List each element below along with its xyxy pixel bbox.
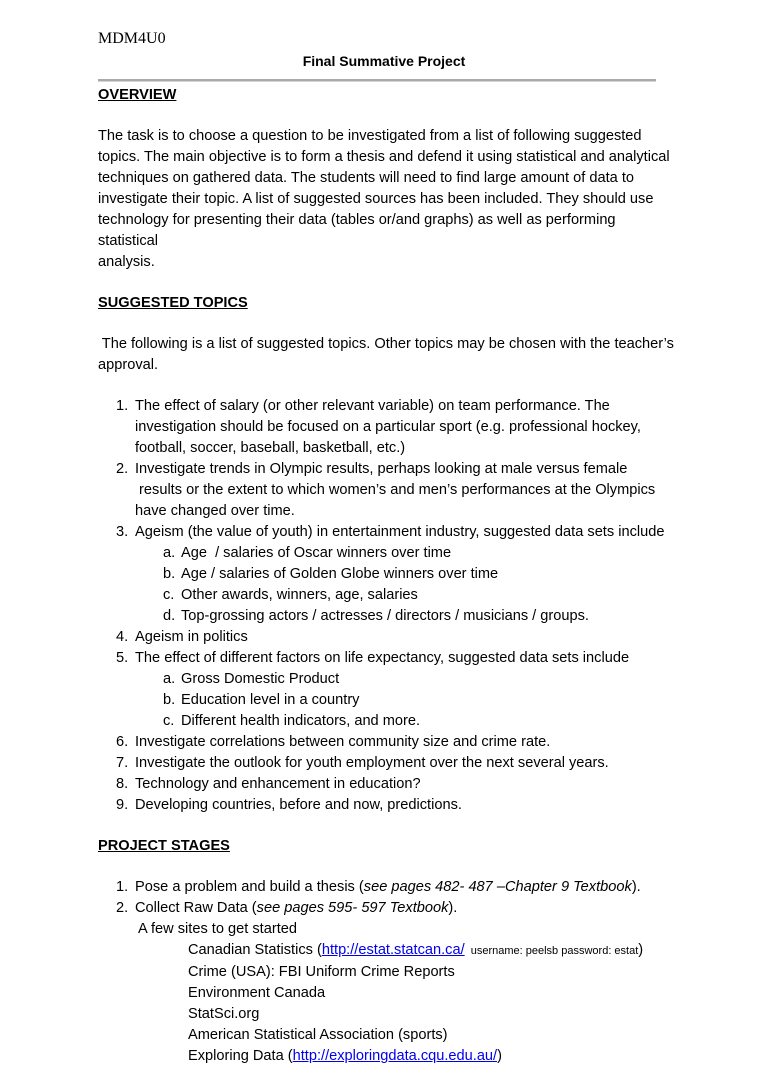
list-item: 9. Developing countries, before and now, predictions. <box>116 797 462 813</box>
course-code: MDM4U0 <box>98 30 166 47</box>
list-item: 6. Investigate correlations between community size and crime rate. <box>116 734 551 750</box>
topics-list <box>98 396 670 816</box>
overview-line: technology for presenting their data (tables or/and graphs) as well as performing statistical <box>98 212 616 249</box>
sub-list-item: b. Education level in a country <box>163 692 360 708</box>
textbook-reference: see pages 595- 597 Textbook <box>256 900 449 916</box>
textbook-reference: see pages 482- 487 –Chapter 9 Textbook <box>363 879 632 895</box>
overview-line: topics. The main objective is to form a thesis and defend it using statistical and analytical <box>98 149 670 165</box>
exploring-data-link[interactable]: http://exploringdata.cqu.edu.au/ <box>292 1048 498 1064</box>
sites-list <box>98 940 670 1067</box>
sub-list-item: b. Age / salaries of Golden Globe winners over time <box>163 566 499 582</box>
overview-paragraph <box>98 126 670 273</box>
stage-item: 1. Pose a problem and build a thesis (see pages 482- 487 –Chapter 9 Textbook). <box>116 879 641 895</box>
suggested-topics-intro <box>98 334 674 376</box>
overview-line: techniques on gathered data. The students will need to find large amount of data to <box>98 170 635 186</box>
list-item: 7. Investigate the outlook for youth employment over the next several years. <box>116 755 609 771</box>
overview-line: The task is to choose a question to be investigated from a list of following suggested <box>98 128 642 144</box>
sub-list-item: c. Other awards, winners, age, salaries <box>163 587 418 603</box>
site-exploring-data: Exploring Data (http://exploringdata.cqu.edu.au/) <box>188 1048 502 1064</box>
list-item: 8. Technology and enhancement in education? <box>116 776 421 792</box>
intro-line: The following is a list of suggested topics. Other topics may be chosen with the teacher’s <box>98 336 674 352</box>
sites-intro: A few sites to get started <box>138 921 297 937</box>
document-title: Final Summative Project <box>302 53 466 69</box>
list-item: 3. Ageism (the value of youth) in entertainment industry, suggested data sets include a. Age / salaries of Oscar winners over time b. Age / salaries of Golden Globe winners over time c. Other awards, winners, age, salaries d. Top-grossing actors / actresses / directors / musicians / groups. <box>98 522 670 627</box>
canstat-credentials: username: peelsb password: estat <box>464 945 639 957</box>
list-item: 1. The effect of salary (or other relevant variable) on team performance. The investigation should be focused on a particular sport (e.g. professional hockey, football, soccer, baseball, basketball, etc.) <box>116 398 641 456</box>
canstat-link[interactable]: http://estat.statcan.ca/ <box>321 942 465 958</box>
list-item: 2. Investigate trends in Olympic results, perhaps looking at male versus female results or the extent to which women’s and men’s performances at the Olympics have changed over time. <box>116 461 656 519</box>
suggested-topics-heading: SUGGESTED TOPICS <box>98 295 248 311</box>
header-rule <box>98 79 656 82</box>
project-stages-heading: PROJECT STAGES <box>98 838 230 854</box>
sub-list-item: a. Gross Domestic Product <box>163 671 340 687</box>
sub-list-item: d. Top-grossing actors / actresses / directors / musicians / groups. <box>163 608 589 624</box>
sub-list-item: c. Different health indicators, and more. <box>163 713 421 729</box>
list-item: 5. The effect of different factors on life expectancy, suggested data sets include a. Gross Domestic Product b. Education level in a country c. Different health indicators, and more. <box>98 648 670 732</box>
sub-list-item: a. Age / salaries of Oscar winners over time <box>163 545 452 561</box>
intro-line: approval. <box>98 357 159 373</box>
overview-line: analysis. <box>98 254 155 270</box>
site-crime: Crime (USA): FBI Uniform Crime Reports <box>188 964 455 980</box>
site-environment-canada: Environment Canada <box>188 985 326 1001</box>
overview-heading: OVERVIEW <box>98 87 177 103</box>
list-item: 4. Ageism in politics <box>116 629 248 645</box>
site-statsci: StatSci.org <box>188 1006 260 1022</box>
site-asa: American Statistical Association (sports) <box>188 1027 448 1043</box>
document-body <box>98 85 674 1067</box>
overview-line: investigate their topic. A list of suggested sources has been included. They should use <box>98 191 654 207</box>
stage-item: 2. Collect Raw Data (see pages 595- 597 Textbook). <box>116 900 458 916</box>
site-canadian-statistics: Canadian Statistics (http://estat.statcan.ca/ username: peelsb password: estat) <box>188 942 644 958</box>
